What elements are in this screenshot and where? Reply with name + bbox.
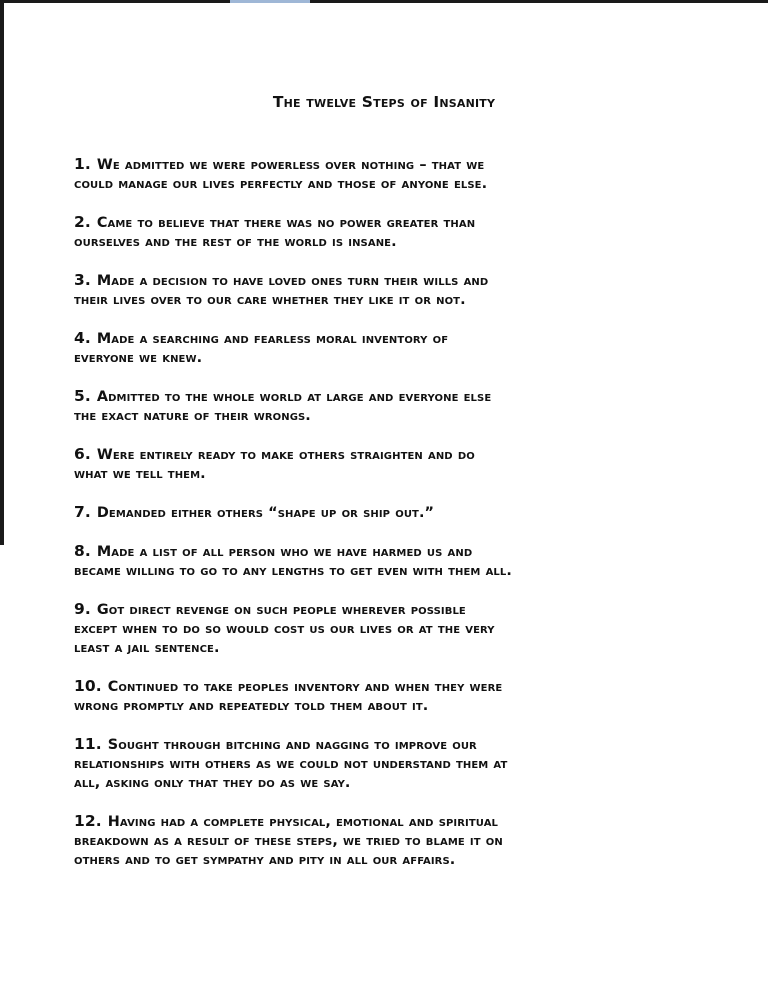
step-text-line: except when to do so would cost us our lives or at the very (74, 621, 495, 637)
step-number: 11. (74, 735, 102, 753)
step-text-line: their lives over to our care whether they like it or not. (74, 292, 466, 308)
step-text-line: the exact nature of their wrongs. (74, 408, 311, 424)
step-text-line: Continued to take peoples inventory and when they were (107, 679, 503, 695)
step-item (74, 329, 714, 368)
step-text-line: Were entirely ready to make others straighten and do (96, 447, 475, 463)
step-text-line: ourselves and the rest of the world is insane. (74, 234, 397, 250)
step-text-line: what we tell them. (74, 466, 206, 482)
step-number: 5. (74, 387, 91, 405)
step-text-line: Made a searching and fearless moral inventory of (96, 331, 449, 347)
step-text-line: others and to get sympathy and pity in all our affairs. (74, 852, 456, 868)
step-text-line: Admitted to the whole world at large and everyone else (96, 389, 492, 405)
step-text-line: became willing to go to any lengths to get even with them all. (74, 563, 512, 579)
step-number: 1. (74, 155, 91, 173)
step-text-line: Sought through bitching and nagging to improve our (107, 737, 477, 753)
step-item (74, 542, 714, 581)
step-number: 7. (74, 503, 91, 521)
step-text-line: Made a list of all person who we have harmed us and (96, 544, 473, 560)
step-text-line: relationships with others as we could not understand them at (74, 756, 508, 772)
document-title: The twelve Steps of Insanity (272, 93, 496, 111)
steps-list (74, 155, 714, 889)
step-number: 12. (74, 812, 102, 830)
step-text-line: We admitted we were powerless over nothing – that we (96, 157, 485, 173)
step-text-line: least a jail sentence. (74, 640, 220, 656)
step-item (74, 155, 714, 194)
step-text-line: Made a decision to have loved ones turn their wills and (96, 273, 489, 289)
step-text-line: Demanded either others “shape up or ship out.” (96, 505, 435, 521)
step-text-line: everyone we knew. (74, 350, 203, 366)
step-item (74, 503, 714, 523)
step-text-line: breakdown as a result of these steps, we tried to blame it on (74, 833, 503, 849)
step-item (74, 677, 714, 716)
step-number: 10. (74, 677, 102, 695)
step-item (74, 271, 714, 310)
step-text-line: could manage our lives perfectly and those of anyone else. (74, 176, 488, 192)
step-item (74, 600, 714, 658)
step-number: 4. (74, 329, 91, 347)
step-item (74, 445, 714, 484)
step-number: 6. (74, 445, 91, 463)
step-number: 3. (74, 271, 91, 289)
step-text-line: Got direct revenge on such people wherever possible (96, 602, 466, 618)
step-number: 2. (74, 213, 91, 231)
step-text-line: Came to believe that there was no power greater than (96, 215, 476, 231)
step-text-line: wrong promptly and repeatedly told them about it. (74, 698, 429, 714)
step-number: 8. (74, 542, 91, 560)
step-text-line: Having had a complete physical, emotional and spiritual (107, 814, 499, 830)
step-item (74, 387, 714, 426)
step-item (74, 213, 714, 252)
step-item (74, 735, 714, 793)
step-item (74, 812, 714, 870)
step-text-line: all, asking only that they do as we say. (74, 775, 351, 791)
step-number: 9. (74, 600, 91, 618)
